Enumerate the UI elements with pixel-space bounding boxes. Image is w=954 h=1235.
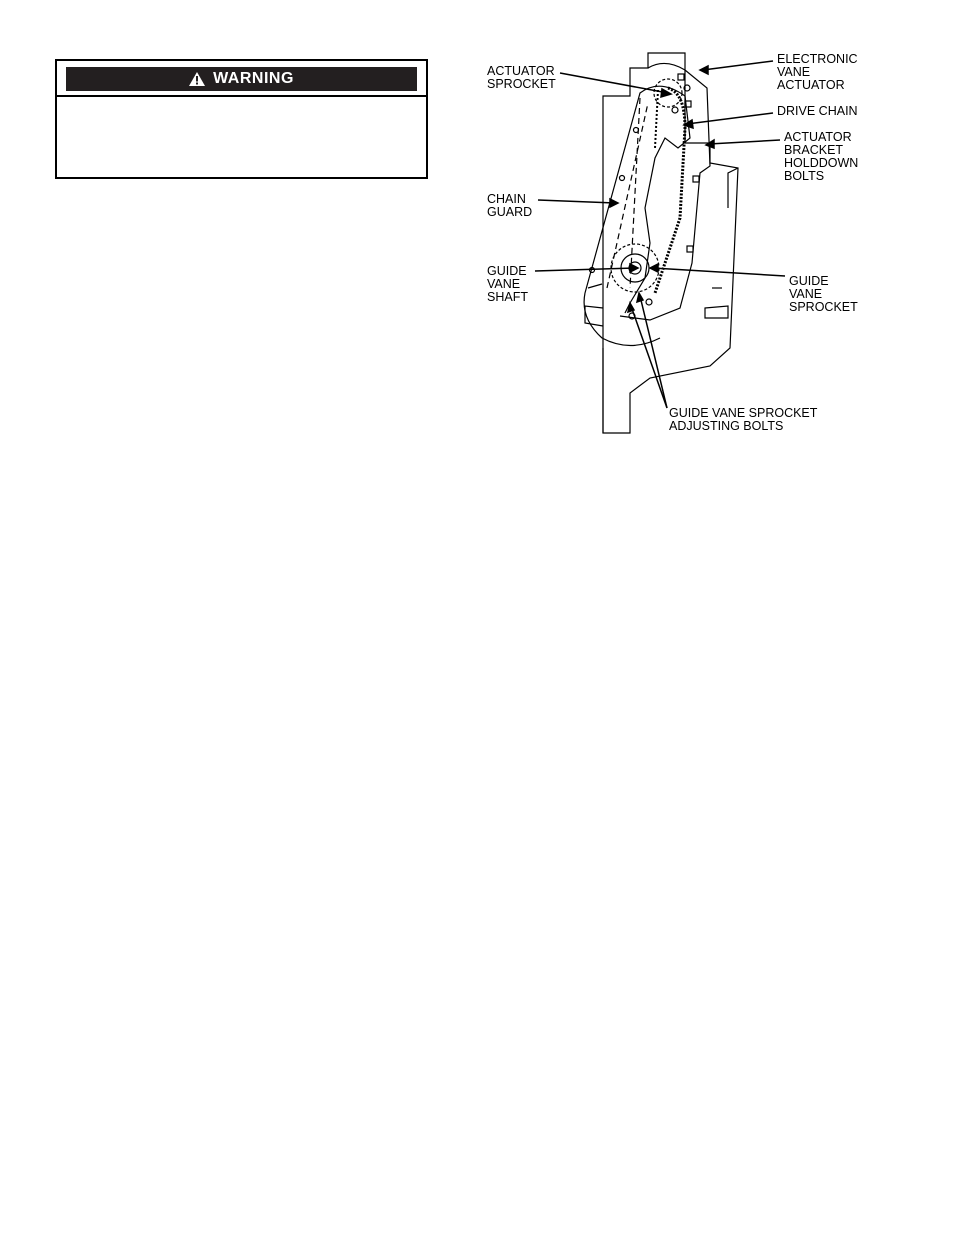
warning-box xyxy=(55,59,428,179)
warning-title: WARNING xyxy=(213,70,294,87)
label-drive-chain: DRIVE CHAIN xyxy=(777,104,858,118)
label-actuator-sprocket: ACTUATOR SPROCKET xyxy=(487,64,556,91)
warning-triangle-icon xyxy=(189,72,205,86)
label-electronic-vane-actuator: ELECTRONIC VANE ACTUATOR xyxy=(777,52,858,92)
actuator-assembly-figure xyxy=(480,48,880,438)
label-guide-vane-shaft: GUIDE VANE SHAFT xyxy=(487,264,528,304)
label-actuator-bracket-holddown-bolts: ACTUATOR BRACKET HOLDDOWN BOLTS xyxy=(784,130,859,183)
warning-header xyxy=(66,67,417,91)
label-chain-guard: CHAIN GUARD xyxy=(487,192,533,219)
label-guide-vane-sprocket: GUIDE VANE SPROCKET xyxy=(789,274,858,314)
label-guide-vane-sprocket-adjusting-bolts: GUIDE VANE SPROCKET ADJUSTING BOLTS xyxy=(669,406,818,433)
warning-body xyxy=(57,97,426,169)
